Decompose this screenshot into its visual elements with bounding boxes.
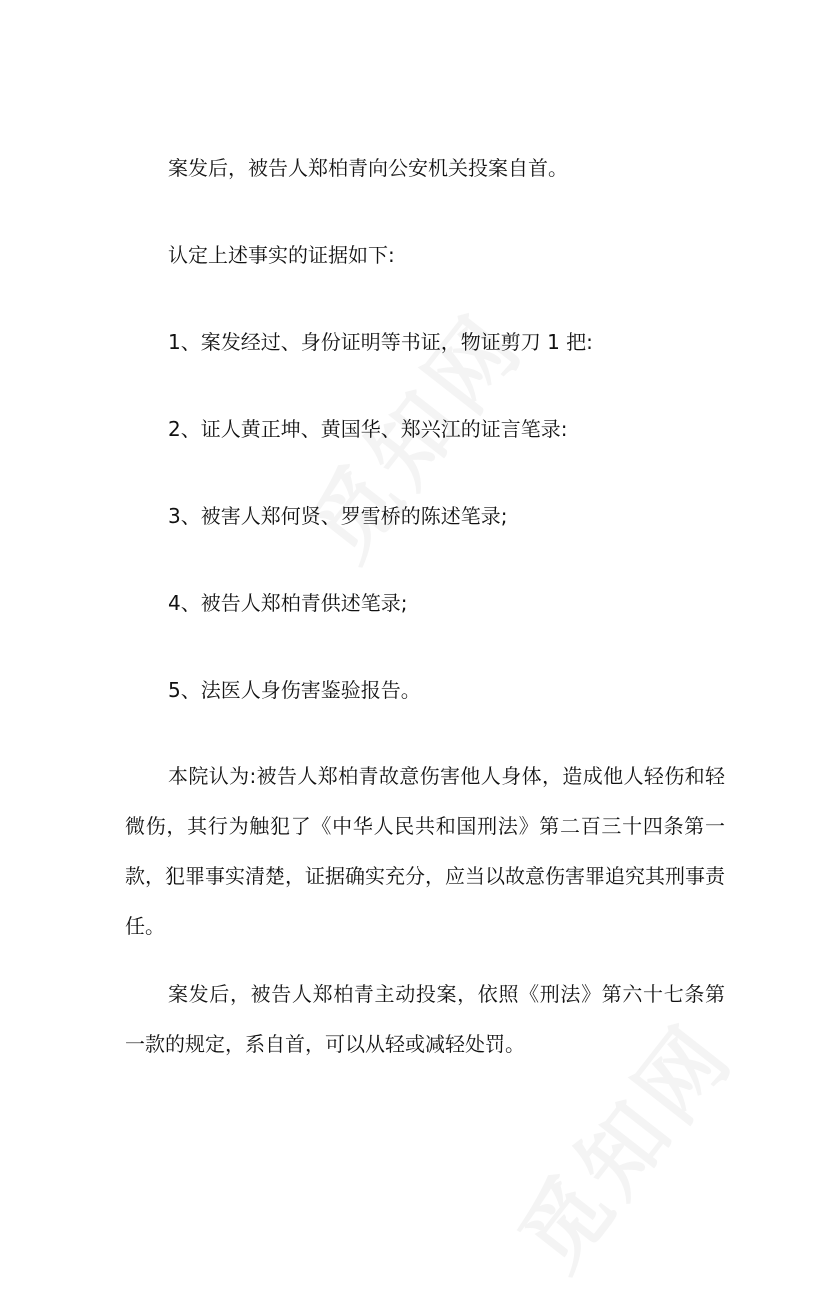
- court-opinion-paragraph: 本院认为:被告人郑柏青故意伤害他人身体，造成他人轻伤和轻微伤，其行为触犯了《中华人民共和国刑法》第二百三十四条第一款，犯罪事实清楚，证据确实充分，应当以故意伤害罪追究其刑事责任。: [125, 764, 725, 938]
- evidence-item: 4、被告人郑柏青供述笔录;: [168, 591, 408, 615]
- evidence-item: 2、证人黄正坤、黄国华、郑兴江的证言笔录:: [168, 417, 568, 441]
- statement-surrender: 案发后，被告人郑柏青向公安机关投案自首。: [168, 156, 568, 180]
- surrender-lenience-paragraph: 案发后，被告人郑柏青主动投案，依照《刑法》第六十七条第一款的规定，系自首，可以从轻或减轻处罚。: [125, 982, 725, 1056]
- evidence-heading: 认定上述事实的证据如下:: [168, 243, 395, 267]
- evidence-item: 5、法医人身伤害鉴验报告。: [168, 678, 421, 702]
- evidence-item: 3、被害人郑何贤、罗雪桥的陈述笔录;: [168, 504, 508, 528]
- evidence-item: 1、案发经过、身份证明等书证，物证剪刀 1 把:: [168, 330, 593, 354]
